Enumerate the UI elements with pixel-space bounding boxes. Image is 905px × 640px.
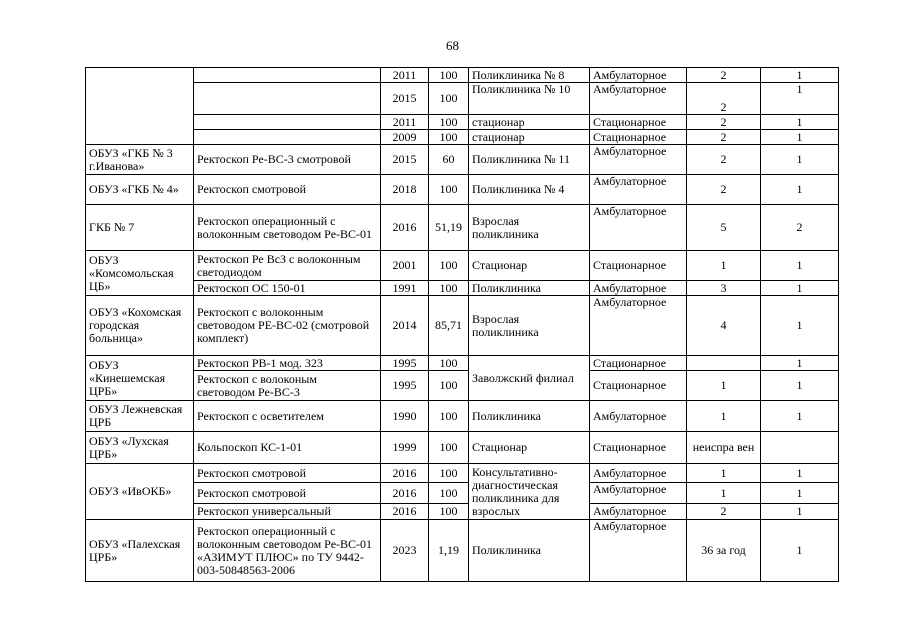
count-cell: 2 — [687, 130, 761, 145]
count-cell: 1 — [687, 401, 761, 432]
org-cell: ОБУЗ «ГКБ № 4» — [86, 175, 194, 205]
wear-cell: 100 — [429, 68, 469, 83]
count2-cell: 1 — [761, 483, 839, 504]
type-cell: Стационарное — [590, 356, 687, 371]
device-cell: Ректоскоп РВ-1 мод. 323 — [194, 356, 381, 371]
table-row — [86, 464, 839, 483]
type-cell: Стационарное — [590, 130, 687, 145]
org-cell: ОБУЗ «Палехская ЦРБ» — [86, 520, 194, 582]
count2-cell: 1 — [761, 145, 839, 175]
type-cell: Амбулаторное — [590, 145, 687, 175]
table-row — [86, 520, 839, 582]
count-cell: 1 — [687, 371, 761, 401]
type-cell: Стационарное — [590, 371, 687, 401]
count-cell: неиспра вен — [687, 432, 761, 464]
location-cell: Поликлиника № 10 — [469, 83, 590, 115]
type-cell: Амбулаторное — [590, 281, 687, 296]
type-cell: Амбулаторное — [590, 520, 687, 582]
year-cell: 2016 — [381, 464, 429, 483]
org-cell: ОБУЗ «Кинешемская ЦРБ» — [86, 356, 194, 401]
type-cell: Амбулаторное — [590, 296, 687, 356]
count2-cell: 1 — [761, 115, 839, 130]
type-cell: Амбулаторное — [590, 68, 687, 83]
count2-cell: 1 — [761, 464, 839, 483]
year-cell: 2011 — [381, 68, 429, 83]
wear-cell: 100 — [429, 432, 469, 464]
device-cell: Ректоскоп смотровой — [194, 175, 381, 205]
count-cell: 2 — [687, 145, 761, 175]
count-cell: 36 за год — [687, 520, 761, 582]
count2-cell: 1 — [761, 83, 839, 115]
type-cell: Амбулаторное — [590, 401, 687, 432]
year-cell: 2018 — [381, 175, 429, 205]
location-cell: Поликлиника № 4 — [469, 175, 590, 205]
table-row — [86, 205, 839, 251]
count2-cell: 1 — [761, 175, 839, 205]
location-cell: Взрослая поликлиника — [469, 296, 590, 356]
device-cell: Кольпоскоп КС-1-01 — [194, 432, 381, 464]
type-cell: Стационарное — [590, 115, 687, 130]
count-cell: 3 — [687, 281, 761, 296]
count2-cell: 1 — [761, 251, 839, 281]
year-cell: 2009 — [381, 130, 429, 145]
type-cell: Стационарное — [590, 432, 687, 464]
type-cell: Амбулаторное — [590, 83, 687, 115]
device-cell: Ректоскоп ОС 150-01 — [194, 281, 381, 296]
location-cell: стационар — [469, 115, 590, 130]
location-cell: стационар — [469, 130, 590, 145]
year-cell: 2016 — [381, 504, 429, 520]
count2-cell: 1 — [761, 281, 839, 296]
table-row — [86, 175, 839, 205]
table-row — [86, 130, 839, 145]
type-cell: Амбулаторное — [590, 483, 687, 504]
wear-cell: 100 — [429, 371, 469, 401]
wear-cell: 100 — [429, 83, 469, 115]
type-cell: Амбулаторное — [590, 464, 687, 483]
count-cell: 1 — [687, 464, 761, 483]
device-cell — [194, 130, 381, 145]
location-cell: Поликлиника — [469, 520, 590, 582]
year-cell: 1995 — [381, 356, 429, 371]
device-cell: Ректоскоп смотровой — [194, 464, 381, 483]
device-cell: Ректоскоп смотровой — [194, 483, 381, 504]
table-row — [86, 115, 839, 130]
count-cell: 1 — [687, 251, 761, 281]
count2-cell: 1 — [761, 520, 839, 582]
device-cell: Ректоскоп универсальный — [194, 504, 381, 520]
page-number: 68 — [446, 38, 459, 53]
device-cell — [194, 115, 381, 130]
count-cell: 2 — [687, 115, 761, 130]
org-cell: ОБУЗ «Лухская ЦРБ» — [86, 432, 194, 464]
type-cell: Стационарное — [590, 251, 687, 281]
location-cell: Поликлиника № 11 — [469, 145, 590, 175]
wear-cell: 60 — [429, 145, 469, 175]
count2-cell: 1 — [761, 371, 839, 401]
count-cell: 4 — [687, 296, 761, 356]
device-cell: Ректоскоп с волоконым световодом Ре-ВС-3 — [194, 371, 381, 401]
device-cell: Ректоскоп с осветителем — [194, 401, 381, 432]
year-cell: 1999 — [381, 432, 429, 464]
year-cell: 1991 — [381, 281, 429, 296]
year-cell: 2023 — [381, 520, 429, 582]
type-cell: Амбулаторное — [590, 205, 687, 251]
wear-cell: 100 — [429, 483, 469, 504]
table-row — [86, 83, 839, 115]
table-row — [86, 251, 839, 281]
device-cell: Ректоскоп операционный с волоконным световодом Ре-ВС-01 — [194, 205, 381, 251]
wear-cell: 100 — [429, 401, 469, 432]
location-cell: Взрослая поликлиника — [469, 205, 590, 251]
year-cell: 2015 — [381, 83, 429, 115]
location-cell: Поликлиника № 8 — [469, 68, 590, 83]
device-cell: Ректоскоп операционный с волоконным световодом Ре-ВС-01 «АЗИМУТ ПЛЮС» по ТУ 9442-003-50848563-2006 — [194, 520, 381, 582]
table-row — [86, 504, 839, 520]
count2-cell: 1 — [761, 130, 839, 145]
wear-cell: 100 — [429, 175, 469, 205]
table-row — [86, 371, 839, 401]
device-cell — [194, 83, 381, 115]
count-cell: 2 — [687, 504, 761, 520]
wear-cell: 100 — [429, 130, 469, 145]
count2-cell: 1 — [761, 296, 839, 356]
device-cell: Ректоскоп Ре-ВС-3 смотровой — [194, 145, 381, 175]
wear-cell: 100 — [429, 356, 469, 371]
count2-cell — [761, 432, 839, 464]
wear-cell: 100 — [429, 251, 469, 281]
table-row — [86, 356, 839, 371]
count-cell: 1 — [687, 483, 761, 504]
wear-cell: 100 — [429, 115, 469, 130]
year-cell: 2016 — [381, 205, 429, 251]
table-row — [86, 401, 839, 432]
year-cell: 2016 — [381, 483, 429, 504]
device-cell: Ректоскоп с волоконным световодом РЕ-ВС-02 (смотровой комплект) — [194, 296, 381, 356]
table-row — [86, 145, 839, 175]
org-cell — [86, 68, 194, 145]
org-cell: ОБУЗ Лежневская ЦРБ — [86, 401, 194, 432]
count2-cell: 1 — [761, 401, 839, 432]
count-cell: 2 — [687, 175, 761, 205]
org-cell: ГКБ № 7 — [86, 205, 194, 251]
count2-cell: 1 — [761, 356, 839, 371]
org-cell: ОБУЗ «Комсомольская ЦБ» — [86, 251, 194, 296]
year-cell: 2014 — [381, 296, 429, 356]
type-cell: Амбулаторное — [590, 175, 687, 205]
year-cell: 2015 — [381, 145, 429, 175]
wear-cell: 100 — [429, 464, 469, 483]
wear-cell: 51,19 — [429, 205, 469, 251]
location-cell: Поликлиника — [469, 401, 590, 432]
org-cell: ОБУЗ «ИвОКБ» — [86, 464, 194, 520]
location-cell: Консультативно-диагностическая поликлиника для взрослых — [469, 464, 590, 520]
count-cell: 2 — [687, 68, 761, 83]
year-cell: 1990 — [381, 401, 429, 432]
table-row — [86, 296, 839, 356]
wear-cell: 1,19 — [429, 520, 469, 582]
year-cell: 2011 — [381, 115, 429, 130]
device-cell: Ректоскоп Ре ВсЗ с волоконным светодиодом — [194, 251, 381, 281]
count2-cell: 1 — [761, 68, 839, 83]
count-cell — [687, 356, 761, 371]
device-cell — [194, 68, 381, 83]
year-cell: 1995 — [381, 371, 429, 401]
location-cell: Заволжский филиал — [469, 356, 590, 401]
location-cell: Стационар — [469, 251, 590, 281]
type-cell: Амбулаторное — [590, 504, 687, 520]
location-cell: Стационар — [469, 432, 590, 464]
wear-cell: 100 — [429, 504, 469, 520]
table-row — [86, 483, 839, 504]
wear-cell: 100 — [429, 281, 469, 296]
org-cell: ОБУЗ «Кохомская городская больница» — [86, 296, 194, 356]
org-cell: ОБУЗ «ГКБ № 3 г.Иванова» — [86, 145, 194, 175]
table-row — [86, 432, 839, 464]
equipment-table — [85, 67, 839, 582]
count-cell: 5 — [687, 205, 761, 251]
table-row — [86, 68, 839, 83]
count2-cell: 2 — [761, 205, 839, 251]
wear-cell: 85,71 — [429, 296, 469, 356]
count2-cell: 1 — [761, 504, 839, 520]
table-row — [86, 281, 839, 296]
year-cell: 2001 — [381, 251, 429, 281]
count-cell: 2 — [687, 83, 761, 115]
location-cell: Поликлиника — [469, 281, 590, 296]
